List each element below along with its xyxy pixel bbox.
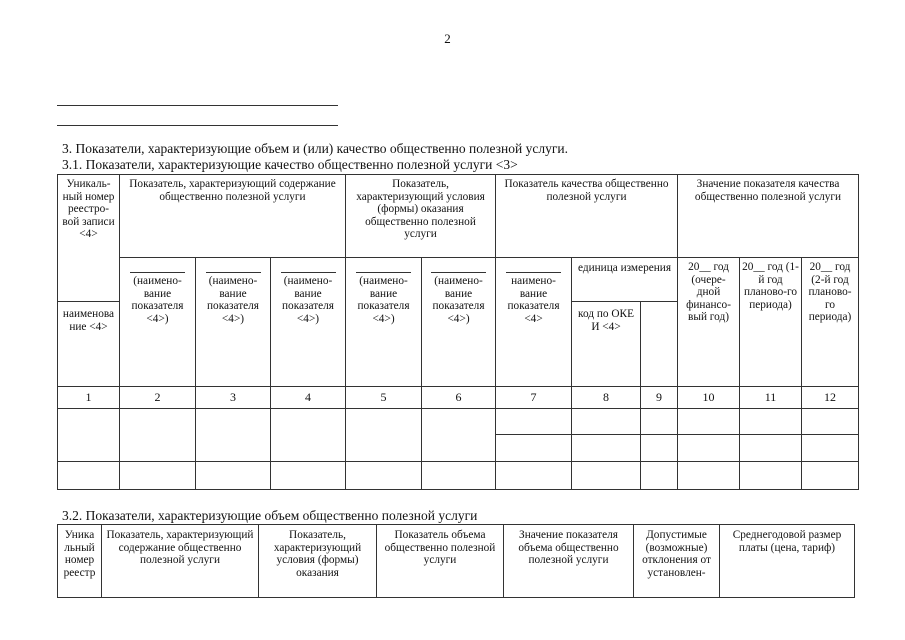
header-content-indicator: Показатель, характеризующий содержание общественно полезной услуги [102,525,259,598]
table-cell[interactable] [346,409,422,462]
table-cell[interactable] [496,462,572,490]
table-cell[interactable] [58,409,120,462]
table-cell[interactable] [572,462,641,490]
table-cell[interactable] [422,462,496,490]
content-indicator-name-2 [196,258,271,387]
table-cell[interactable] [740,409,802,435]
table-cell[interactable] [740,462,802,490]
header-content-indicator: Показатель, характеризующий содержание общественно полезной услуги [120,175,346,258]
table-cell[interactable] [802,409,859,435]
table-cell[interactable] [802,462,859,490]
table-cell[interactable] [678,435,740,462]
header-conditions-indicator: Показатель, характеризующий условия (формы) оказания общественно полезной услуги [346,175,496,258]
quality-indicators-table [57,174,859,490]
header-allowed-deviation: Допустимые (возможные) отклонения от установлен- [634,525,720,598]
table-row [58,462,859,490]
column-numbers-row [58,387,859,409]
col-number: 10 [678,387,740,409]
col-number: 7 [496,387,572,409]
blank-line [431,261,486,273]
content-indicator-name-1 [120,258,196,387]
blank-line [206,261,261,273]
col-number: 5 [346,387,422,409]
indicator-name-label: (наимено-вание показателя <4>) [432,275,485,325]
header-quality-value: Значение показателя качества общественно полезной услуги [678,175,859,258]
table-cell[interactable] [572,409,641,435]
table-cell[interactable] [120,462,196,490]
col-number: 1 [58,387,120,409]
table-cell[interactable] [58,462,120,490]
conditions-indicator-name-1 [346,258,422,387]
indicator-name-label: (наимено-вание показателя <4>) [357,275,410,325]
table-cell[interactable] [496,435,572,462]
unit-of-measure: единица измерения [572,258,678,302]
header-quality-indicator: Показатель качества общественно полезной услуги [496,175,678,258]
col-number: 3 [196,387,271,409]
header-unique-number: Уника льный номер реестр [58,525,102,598]
header-unique-number: Уникаль-ный номер реестро-вой записи <4> [58,175,120,302]
blank-line [281,261,336,273]
table-cell[interactable] [641,409,678,435]
table-cell[interactable] [271,409,346,462]
table-cell[interactable] [641,462,678,490]
year-plan-2: 20__ год (2-й год планово-го периода) [802,258,859,387]
unit-name: наименова ние <4> [58,302,120,387]
col-number: 11 [740,387,802,409]
section-3-2-heading: 3.2. Показатели, характеризующие объем общественно полезной услуги [62,508,478,523]
table-cell[interactable] [496,409,572,435]
section-3-heading: 3. Показатели, характеризующие объем и (или) качество общественно полезной услуги. [62,141,568,156]
volume-indicators-table [57,524,855,598]
table-cell[interactable] [196,462,271,490]
quality-indicator-name [496,258,572,387]
content-indicator-name-3 [271,258,346,387]
col-number: 4 [271,387,346,409]
conditions-indicator-name-2 [422,258,496,387]
blank-line [130,261,185,273]
table-cell[interactable] [740,435,802,462]
page-number: 2 [444,31,451,46]
blank-line-1 [57,105,338,106]
col-number: 12 [802,387,859,409]
unit-okei-code: код по ОКЕ И <4> [572,302,641,387]
blank-line [506,261,561,273]
table-cell[interactable] [346,462,422,490]
indicator-name-label: (наимено-вание показателя <4>) [207,275,259,325]
col-number: 8 [572,387,641,409]
table-cell[interactable] [678,462,740,490]
indicator-name-label: (наимено-вание показателя <4>) [282,275,334,325]
table-cell[interactable] [271,462,346,490]
header-conditions-indicator: Показатель, характеризующий условия (формы) оказания [259,525,377,598]
table-cell[interactable] [120,409,196,462]
table-cell[interactable] [572,435,641,462]
indicator-name-label: (наимено-вание показателя <4>) [131,275,184,325]
table-cell[interactable] [422,409,496,462]
table-cell[interactable] [641,435,678,462]
section-3-1-heading: 3.1. Показатели, характеризующие качество общественно полезной услуги <3> [62,157,518,172]
col-number: 2 [120,387,196,409]
header-volume-value: Значение показателя объема общественно полезной услуги [504,525,634,598]
col-number: 9 [641,387,678,409]
table-cell[interactable] [678,409,740,435]
year-current: 20__ год (очере-дной финансо-вый год) [678,258,740,387]
header-average-fee: Среднегодовой размер платы (цена, тариф) [720,525,855,598]
table-cell[interactable] [802,435,859,462]
table-row [58,409,859,435]
header-volume-indicator: Показатель объема общественно полезной услуги [377,525,504,598]
table-cell[interactable] [196,409,271,462]
quality-name-label: наимено-вание показателя <4> [507,275,560,325]
blank-line-2 [57,125,338,126]
blank-line [356,261,411,273]
year-plan-1: 20__ год (1-й год планово-го периода) [740,258,802,387]
col-number: 6 [422,387,496,409]
